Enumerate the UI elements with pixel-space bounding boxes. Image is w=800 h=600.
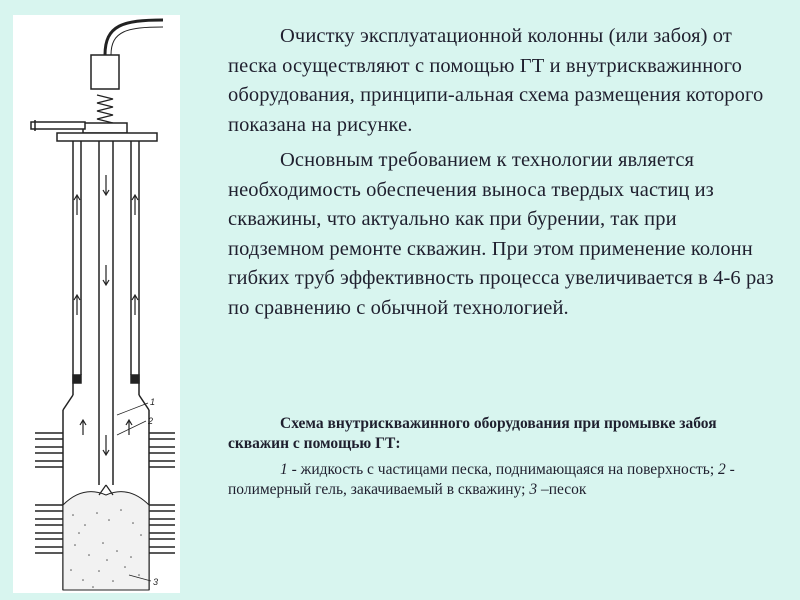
perforations-left xyxy=(35,433,63,553)
flow-arrows xyxy=(74,175,138,495)
legend-text-3: –песок xyxy=(537,481,587,498)
main-text xyxy=(228,22,776,323)
side-pipe xyxy=(31,122,85,129)
figure-caption xyxy=(228,414,776,500)
label-3: 3 xyxy=(153,577,159,587)
top-flange xyxy=(57,133,157,141)
packer-left xyxy=(73,375,81,383)
legend-text-1: - жидкость с частицами песка, поднимающаяся на поверхность; xyxy=(287,461,719,478)
packer-right xyxy=(131,375,139,383)
wellhead xyxy=(83,123,127,133)
perforations-right xyxy=(149,433,175,553)
well-diagram-panel xyxy=(13,15,180,593)
legend-text-2: - полимерный гель, закачиваемый в скважину; xyxy=(228,461,735,498)
injector-box xyxy=(91,55,119,89)
label-1: 1 xyxy=(150,397,156,407)
sand-mound xyxy=(63,492,149,590)
well-diagram xyxy=(13,15,180,593)
legend-num-1: 1 xyxy=(280,461,288,478)
legend-num-2: 2 xyxy=(718,461,726,478)
caption-legend xyxy=(228,460,776,500)
paragraph-1: Очистку эксплуатационной колонны (или забоя) от песка осуществляют с помощью ГТ и внутрискважинного оборудования, принципи-альная схема размещения которого показана на рисунке. xyxy=(228,25,764,136)
caption-title: Схема внутрискважинного оборудования при промывке забоя скважин с помощью ГТ: xyxy=(228,415,717,452)
label-2: 2 xyxy=(148,416,154,426)
legend-num-3: 3 xyxy=(529,481,538,498)
spring xyxy=(97,95,113,123)
hose xyxy=(105,20,163,55)
paragraph-2: Основным требованием к технологии является необходимость обеспечения выноса твердых частиц из скважины, что актуально как при бурении, так при подземном ремонте скважин. При этом применение колонн гибких труб эффективность процесса увеличивается в 4-6 раз по сравнению с обычной технологией. xyxy=(228,149,774,319)
